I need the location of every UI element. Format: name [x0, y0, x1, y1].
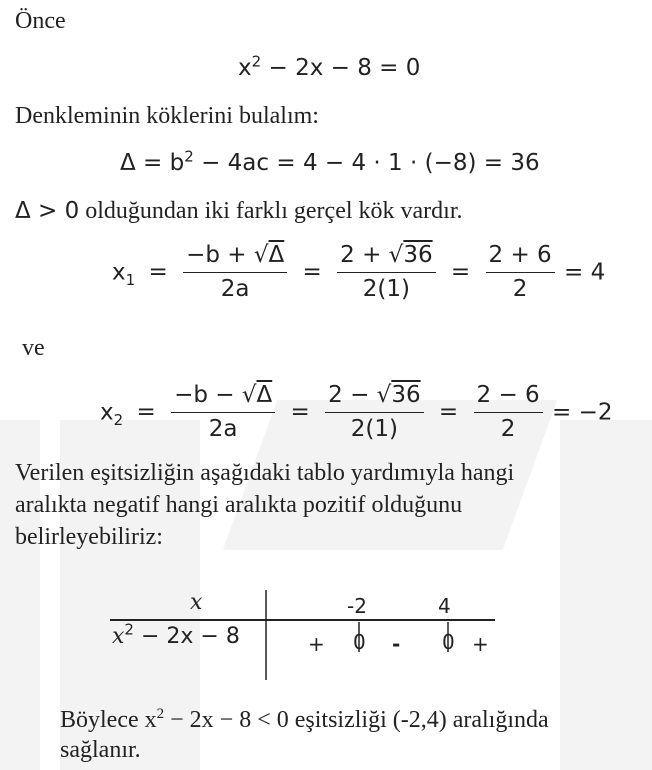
discriminant-formula: $\Delta = b^2 - 4ac = 4 - 4 \cdot 1 \cdot (-8) = 36$ — [120, 147, 540, 176]
x2-fraction-simplified: $\frac{2 - 6}{2}$ — [474, 383, 543, 443]
x1-fraction-simplified: $\frac{2 + 6}{2}$ — [486, 243, 555, 303]
delta-statement: Δ > 0 olduğundan iki farklı gerçel kök vardır. — [15, 198, 463, 224]
table-intro-line-1: Verilen eşitsizliğin aşağıdaki tablo yardımıyla hangi — [15, 460, 515, 486]
x1-formula: $x_1$ = $\frac{-b + √\Delta}{2a}$ = $\frac{2 + √36}{2(1)}$ = $\frac{2 + 6}{2}$ = 4 — [112, 242, 606, 303]
sign-negative: - — [392, 632, 401, 656]
table-row-label: $x^2 - 2x - 8$ — [112, 620, 240, 649]
x2-fraction-substituted: $\frac{2 - √36}{2(1)}$ — [325, 383, 423, 443]
sign-table — [110, 588, 500, 683]
x2-fraction-general: $\frac{-b - √\Delta}{2a}$ — [171, 383, 275, 443]
table-intro-line-3: belirleyebiliriz: — [15, 524, 163, 550]
table-header-x: x — [190, 590, 203, 615]
table-intro-line-2: aralıkta negatif hangi aralıkta pozitif olduğunu — [15, 492, 463, 518]
intro-text: Önce — [15, 8, 66, 34]
connector-text: ve — [22, 335, 45, 361]
sign-zero: 0 — [442, 630, 455, 654]
roots-intro-text: Denkleminin köklerini bulalım: — [15, 103, 319, 129]
table-root-value: -2 — [347, 594, 367, 618]
sign-positive: + — [472, 632, 489, 656]
x2-formula: $x_2$ = $\frac{-b - √\Delta}{2a}$ = $\frac{2 - √36}{2(1)}$ = $\frac{2 - 6}{2}$ = −2 — [100, 382, 613, 443]
quadratic-equation: $x^2 - 2x - 8 = 0$ — [238, 52, 421, 81]
conclusion-line-1: Böylece $x^2 - 2x - 8 < 0$ eşitsizliği (-2,4) aralığında — [60, 706, 549, 733]
conclusion-line-2: sağlanır. — [60, 737, 141, 763]
watermark-shape — [560, 420, 652, 770]
table-root-value: 4 — [438, 594, 451, 618]
x1-fraction-general: $\frac{-b + √\Delta}{2a}$ — [183, 243, 287, 303]
sign-zero: 0 — [353, 630, 366, 654]
x1-fraction-substituted: $\frac{2 + √36}{2(1)}$ — [337, 243, 435, 303]
sign-positive: + — [308, 632, 325, 656]
